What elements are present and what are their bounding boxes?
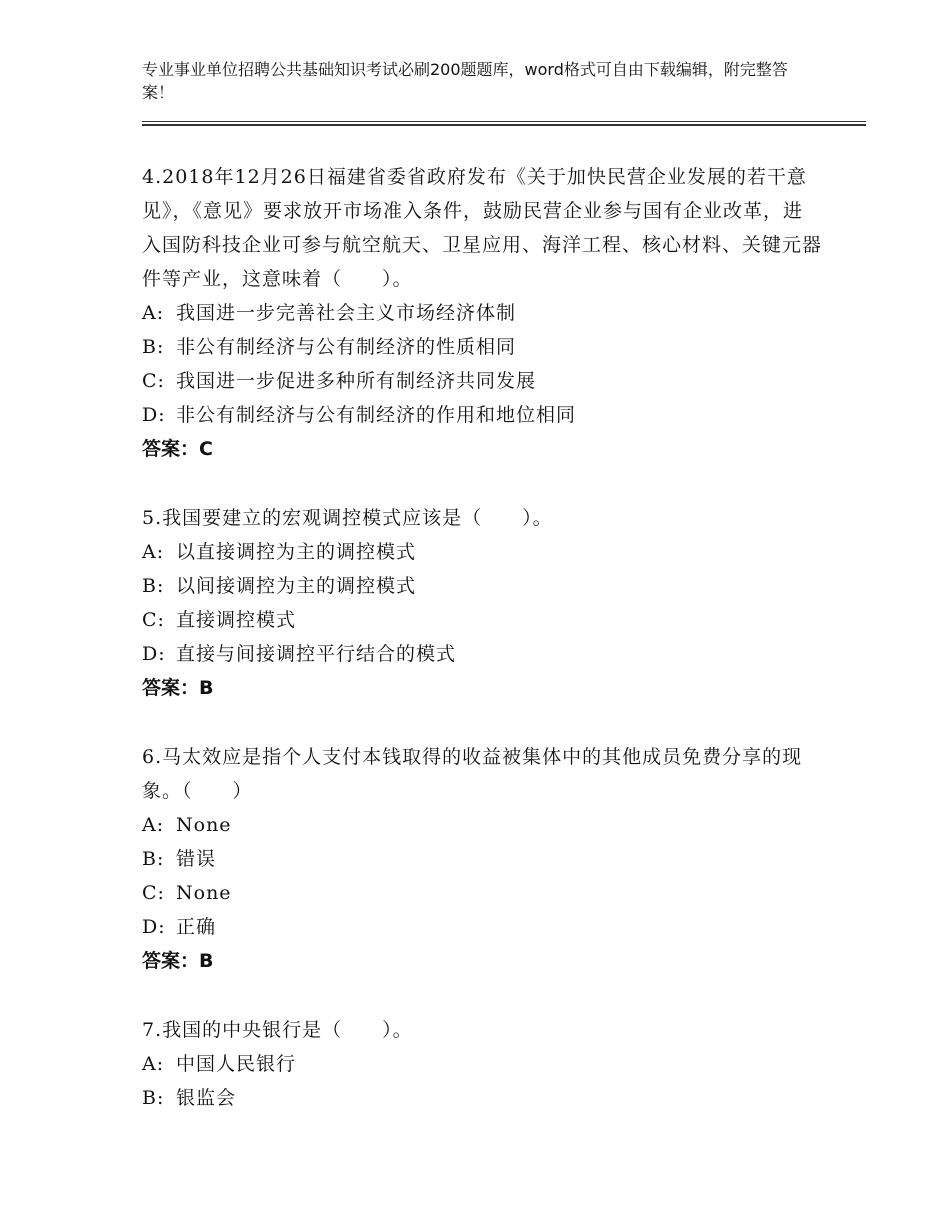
answer-label: 答案：C xyxy=(142,438,213,460)
option-text: 正确 xyxy=(176,916,217,938)
answer-label: 答案：B xyxy=(142,950,214,972)
option-text: 错误 xyxy=(176,848,217,870)
option-c xyxy=(142,364,822,398)
option-letter: D: xyxy=(142,643,166,665)
option-text: 非公有制经济与公有制经济的作用和地位相同 xyxy=(176,404,577,426)
option-letter: A: xyxy=(142,1053,165,1075)
option-d xyxy=(142,910,822,944)
question-stem: 6.马太效应是指个人支付本钱取得的收益被集体中的其他成员免费分享的现象。（ ） xyxy=(142,746,803,802)
option-text: 以直接调控为主的调控模式 xyxy=(176,541,417,563)
option-text: 以间接调控为主的调控模式 xyxy=(176,575,417,597)
option-a xyxy=(142,296,822,330)
question-stem: 5.我国要建立的宏观调控模式应该是（ ）。 xyxy=(142,507,553,529)
option-b xyxy=(142,842,822,876)
option-d xyxy=(142,637,822,671)
header-divider-thick xyxy=(142,124,866,126)
option-letter: A: xyxy=(142,541,165,563)
option-text: None xyxy=(176,882,232,904)
option-a xyxy=(142,1047,822,1081)
document-header: 专业事业单位招聘公共基础知识考试必刷200题题库，word格式可自由下载编辑，附完整答案！ xyxy=(142,60,788,102)
question-list xyxy=(142,160,822,1150)
option-letter: A: xyxy=(142,302,165,324)
option-a xyxy=(142,808,822,842)
header-divider-thin xyxy=(142,121,866,122)
option-letter: B: xyxy=(142,336,165,358)
option-text: 直接与间接调控平行结合的模式 xyxy=(176,643,457,665)
option-letter: D: xyxy=(142,404,166,426)
option-a xyxy=(142,535,822,569)
option-letter: C: xyxy=(142,609,165,631)
option-b xyxy=(142,569,822,603)
question-4 xyxy=(142,160,822,466)
option-d xyxy=(142,398,822,432)
option-text: 我国进一步完善社会主义市场经济体制 xyxy=(176,302,517,324)
option-text: 我国进一步促进多种所有制经济共同发展 xyxy=(176,370,537,392)
question-5 xyxy=(142,501,822,705)
option-letter: A: xyxy=(142,814,165,836)
option-b xyxy=(142,330,822,364)
answer-label: 答案：B xyxy=(142,677,214,699)
option-letter: B: xyxy=(142,1087,165,1109)
option-c xyxy=(142,603,822,637)
option-letter: C: xyxy=(142,370,165,392)
question-stem: 4.2018年12月26日福建省委省政府发布《关于加快民营企业发展的若干意见》，《意见》要求放开市场准入条件，鼓励民营企业参与国有企业改革，进入国防科技企业可参与航空航天、卫星应用、海洋工程、核心材料、关键元器件等产业，这意味着（ ）。 xyxy=(142,166,823,290)
question-6 xyxy=(142,740,822,978)
option-text: 直接调控模式 xyxy=(176,609,297,631)
option-letter: B: xyxy=(142,575,165,597)
option-text: 非公有制经济与公有制经济的性质相同 xyxy=(176,336,517,358)
option-c xyxy=(142,876,822,910)
option-text: None xyxy=(176,814,232,836)
option-letter: D: xyxy=(142,916,166,938)
option-b xyxy=(142,1081,822,1115)
option-letter: B: xyxy=(142,848,165,870)
question-7 xyxy=(142,1013,822,1115)
question-stem: 7.我国的中央银行是（ ）。 xyxy=(142,1019,413,1041)
option-letter: C: xyxy=(142,882,165,904)
option-text: 银监会 xyxy=(176,1087,237,1109)
option-text: 中国人民银行 xyxy=(176,1053,297,1075)
